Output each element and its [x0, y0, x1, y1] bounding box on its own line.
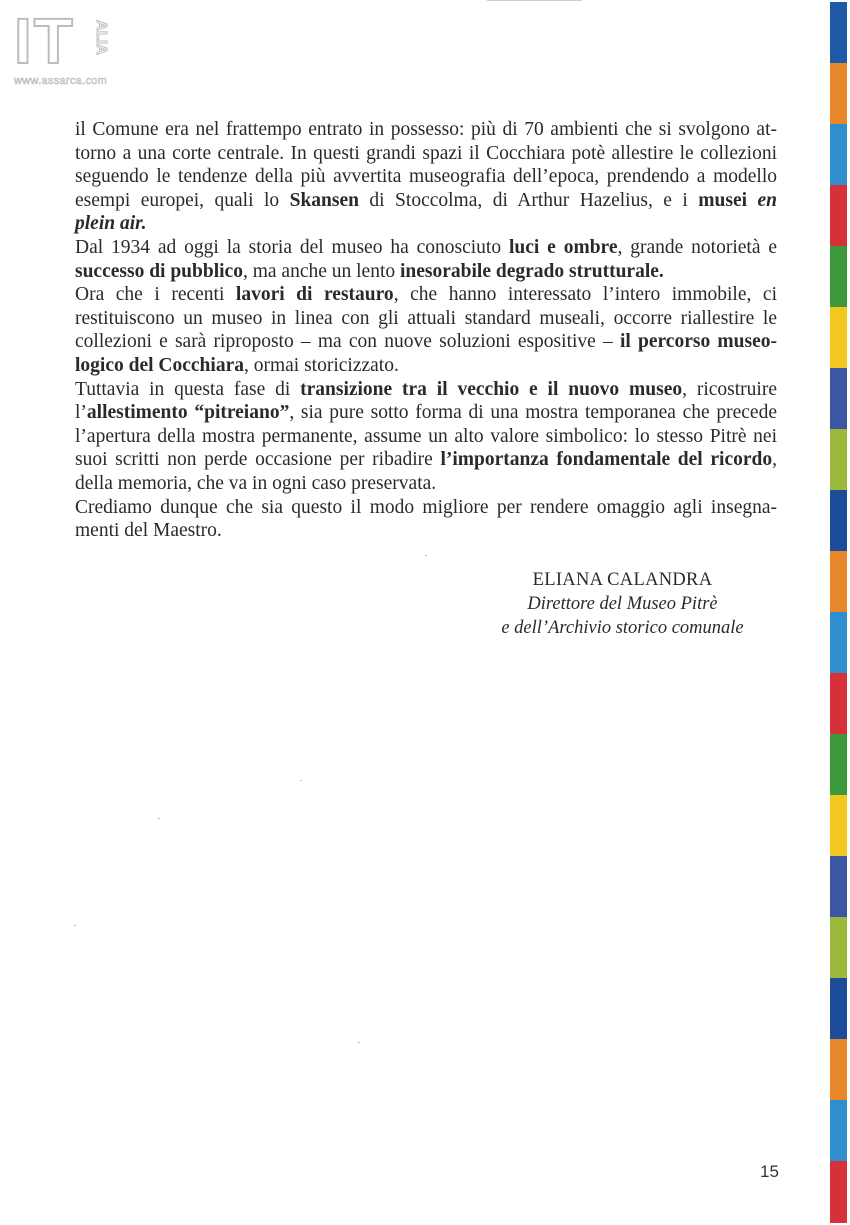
text-line — [75, 283, 777, 307]
text-run: restituiscono un museo in linea con gli attuali standard museali, occorre riallestire le — [75, 307, 777, 329]
text-run: esempi europei, quali lo — [75, 189, 290, 211]
text-line — [75, 425, 777, 449]
text-run: seguendo le tendenze della più avvertita museografia dell’epoca, prendendo a modello — [75, 166, 777, 188]
signature-block — [480, 568, 765, 640]
color-strip-segment — [830, 1039, 847, 1101]
text-run: , sia pure sotto forma di una mostra temporanea che precede — [289, 402, 777, 424]
text-run: menti del Maestro. — [75, 520, 222, 542]
color-strip-segment — [830, 429, 847, 491]
text-line — [75, 189, 777, 213]
signature-role-line2: e dell’Archivio storico comunale — [501, 618, 744, 638]
logo-side-text: ALIA — [93, 20, 110, 55]
color-strip-segment — [830, 734, 847, 796]
bold-text-run: successo di pubblico — [75, 260, 243, 282]
color-strip-segment — [830, 978, 847, 1040]
text-run: della memoria, che va in ogni caso preservata. — [75, 472, 437, 494]
color-strip-segment — [830, 307, 847, 369]
bold-text-run: il percorso museo- — [619, 331, 777, 353]
color-strip-segment — [830, 2, 847, 64]
color-strip-segment — [830, 612, 847, 674]
text-line — [75, 307, 777, 331]
signature-name: ELIANA CALANDRA — [532, 570, 713, 590]
scan-speck — [300, 780, 302, 781]
site-watermark-logo — [12, 5, 132, 87]
text-line — [75, 354, 777, 378]
color-strip-segment — [830, 1100, 847, 1162]
text-run: collezioni e sarà riproposto – ma con nuove soluzioni espositive – — [75, 331, 620, 353]
text-run: di Stoccolma, di Arthur Hazelius, e i — [358, 189, 699, 211]
bold-text-run: allestimento “pitreiano” — [86, 402, 290, 424]
text-run: , ricostruire — [682, 378, 777, 400]
text-run: , — [772, 449, 777, 471]
text-line — [75, 236, 777, 260]
color-strip-segment — [830, 490, 847, 552]
text-run: l’apertura della mostra permanente, assume un alto valore simbolico: lo stesso Pitrè nei — [75, 425, 777, 447]
text-line — [75, 142, 777, 166]
scan-speck — [425, 555, 427, 556]
text-run: suoi scritti non perde occasione per ribadire — [75, 449, 441, 471]
bold-text-run: luci e ombre — [508, 236, 618, 258]
color-strip-segment — [830, 185, 847, 247]
color-strip-segment — [830, 1161, 847, 1223]
text-run: , ormai storicizzato. — [243, 354, 399, 376]
text-line — [75, 472, 777, 496]
text-line — [75, 330, 777, 354]
color-strip-segment — [830, 856, 847, 918]
text-run: torno a una corte centrale. In questi grandi spazi il Cocchiara potè allestire le collezioni — [75, 142, 777, 164]
color-strip-segment — [830, 673, 847, 735]
bold-text-run: l’importanza fondamentale del ricordo — [440, 449, 773, 471]
scan-speck — [358, 1042, 360, 1043]
logo-letters: IT — [14, 5, 75, 77]
color-strip-segment — [830, 917, 847, 979]
text-line — [75, 448, 777, 472]
bold-text-run: lavori di restauro — [235, 284, 394, 306]
text-line — [75, 260, 777, 284]
text-run: , ma anche un lento — [242, 260, 400, 282]
signature-role-line1: Direttore del Museo Pitrè — [527, 594, 718, 614]
text-run: Dal 1934 ad oggi la storia del museo ha conosciuto — [75, 236, 509, 258]
color-strip-segment — [830, 63, 847, 125]
color-strip-segment — [830, 124, 847, 186]
text-line — [75, 519, 777, 543]
color-strip-segment — [830, 551, 847, 613]
page-number: 15 — [760, 1162, 779, 1181]
text-line — [75, 378, 777, 402]
bold-text-run: en — [757, 189, 777, 211]
text-run: il Comune era nel frattempo entrato in possesso: più di 70 ambienti che si svolgono at- — [75, 119, 777, 140]
text-line — [75, 212, 777, 236]
bold-text-run: Skansen — [289, 189, 359, 211]
bold-text-run: logico del Cocchiara — [75, 354, 244, 376]
text-line — [75, 496, 777, 520]
text-run: , grande notorietà e — [617, 236, 778, 258]
bold-text-run: transizione tra il vecchio e il nuovo museo — [300, 378, 683, 400]
text-line — [75, 165, 777, 189]
color-strip — [830, 2, 847, 1222]
scan-speck — [74, 925, 76, 926]
bold-text-run: inesorabile degrado strutturale. — [400, 260, 664, 282]
watermark-url: www.assarca.com — [14, 75, 108, 87]
text-run: l’ — [75, 402, 87, 424]
top-edge-line — [487, 0, 582, 1]
text-line — [75, 118, 777, 142]
text-run: Ora che i recenti — [75, 284, 236, 306]
text-run: , che hanno interessato l’intero immobile, ci — [393, 284, 777, 306]
color-strip-segment — [830, 795, 847, 857]
color-strip-segment — [830, 368, 847, 430]
text-line — [75, 401, 777, 425]
bold-text-run: musei — [698, 189, 758, 211]
body-text — [75, 118, 777, 543]
text-run: Tuttavia in questa fase di — [75, 378, 301, 400]
bold-text-run: plein air. — [75, 213, 147, 235]
text-run: Crediamo dunque che sia questo il modo migliore per rendere omaggio agli insegna- — [75, 496, 777, 518]
scan-speck — [158, 818, 160, 819]
color-strip-segment — [830, 246, 847, 308]
